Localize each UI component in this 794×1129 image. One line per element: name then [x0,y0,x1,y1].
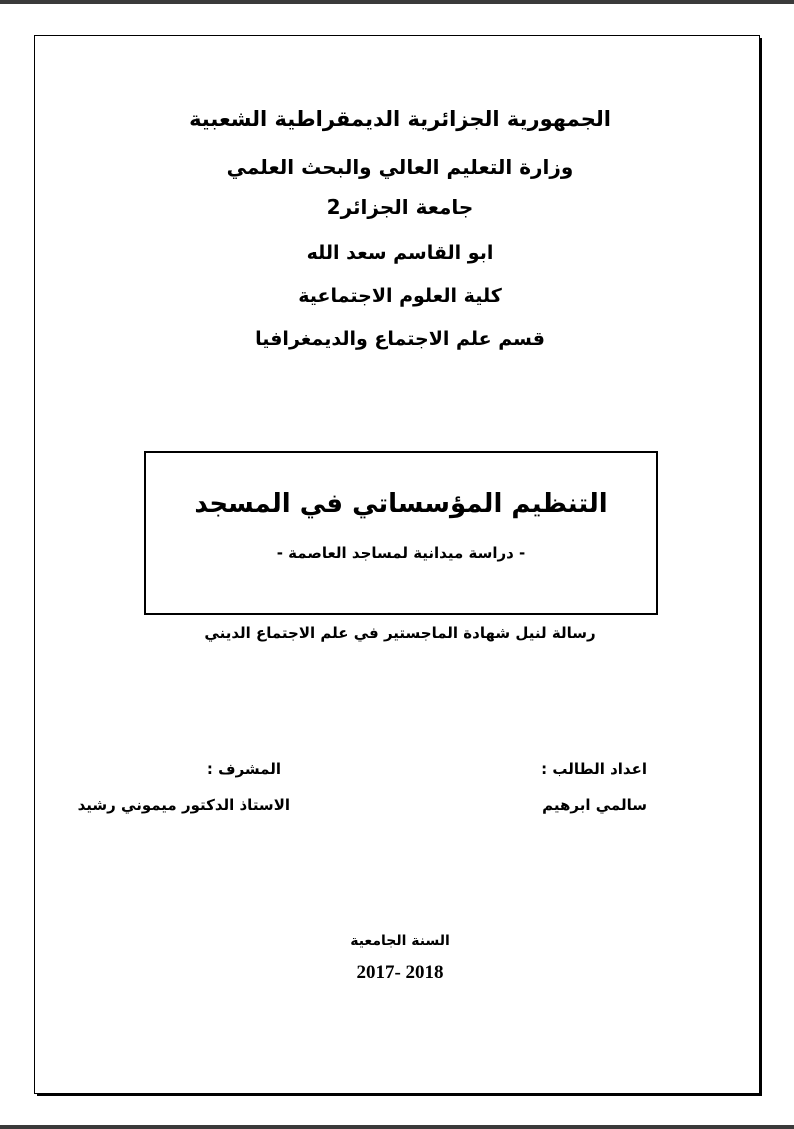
supervisor-name: الاستاذ الدكتور ميموني رشيد [77,796,290,814]
academic-year-value: 2017- 2018 [356,962,444,983]
page-border-shadow-right [760,38,762,1096]
thesis-subtitle: - دراسة ميدانية لمساجد العاصمة - [276,544,526,562]
academic-year-label: السنة الجامعية [350,933,450,949]
supervisor-label: المشرف : [206,760,281,778]
student-name: سالمي ابرهيم [542,796,647,814]
page-border-shadow-bottom [37,1094,762,1096]
bottom-edge-bar [0,1125,794,1129]
student-label: اعداد الطالب : [541,760,647,778]
ministry-heading: وزارة التعليم العالي والبحث العلمي [226,155,574,179]
thesis-statement: رسالة لنيل شهادة الماجستير في علم الاجتماع الديني [204,624,596,642]
department-heading: قسم علم الاجتماع والديمغرافيا [255,328,545,350]
university-name-heading: ابو القاسم سعد الله [306,242,494,264]
top-edge-bar [0,0,794,4]
title-box [144,451,658,615]
faculty-heading: كلية العلوم الاجتماعية [298,285,502,307]
republic-heading: الجمهورية الجزائرية الديمقراطية الشعبية [189,107,611,131]
university-heading: جامعة الجزائر2 [326,195,474,219]
thesis-title: التنظيم المؤسساتي في المسجد [194,489,608,519]
